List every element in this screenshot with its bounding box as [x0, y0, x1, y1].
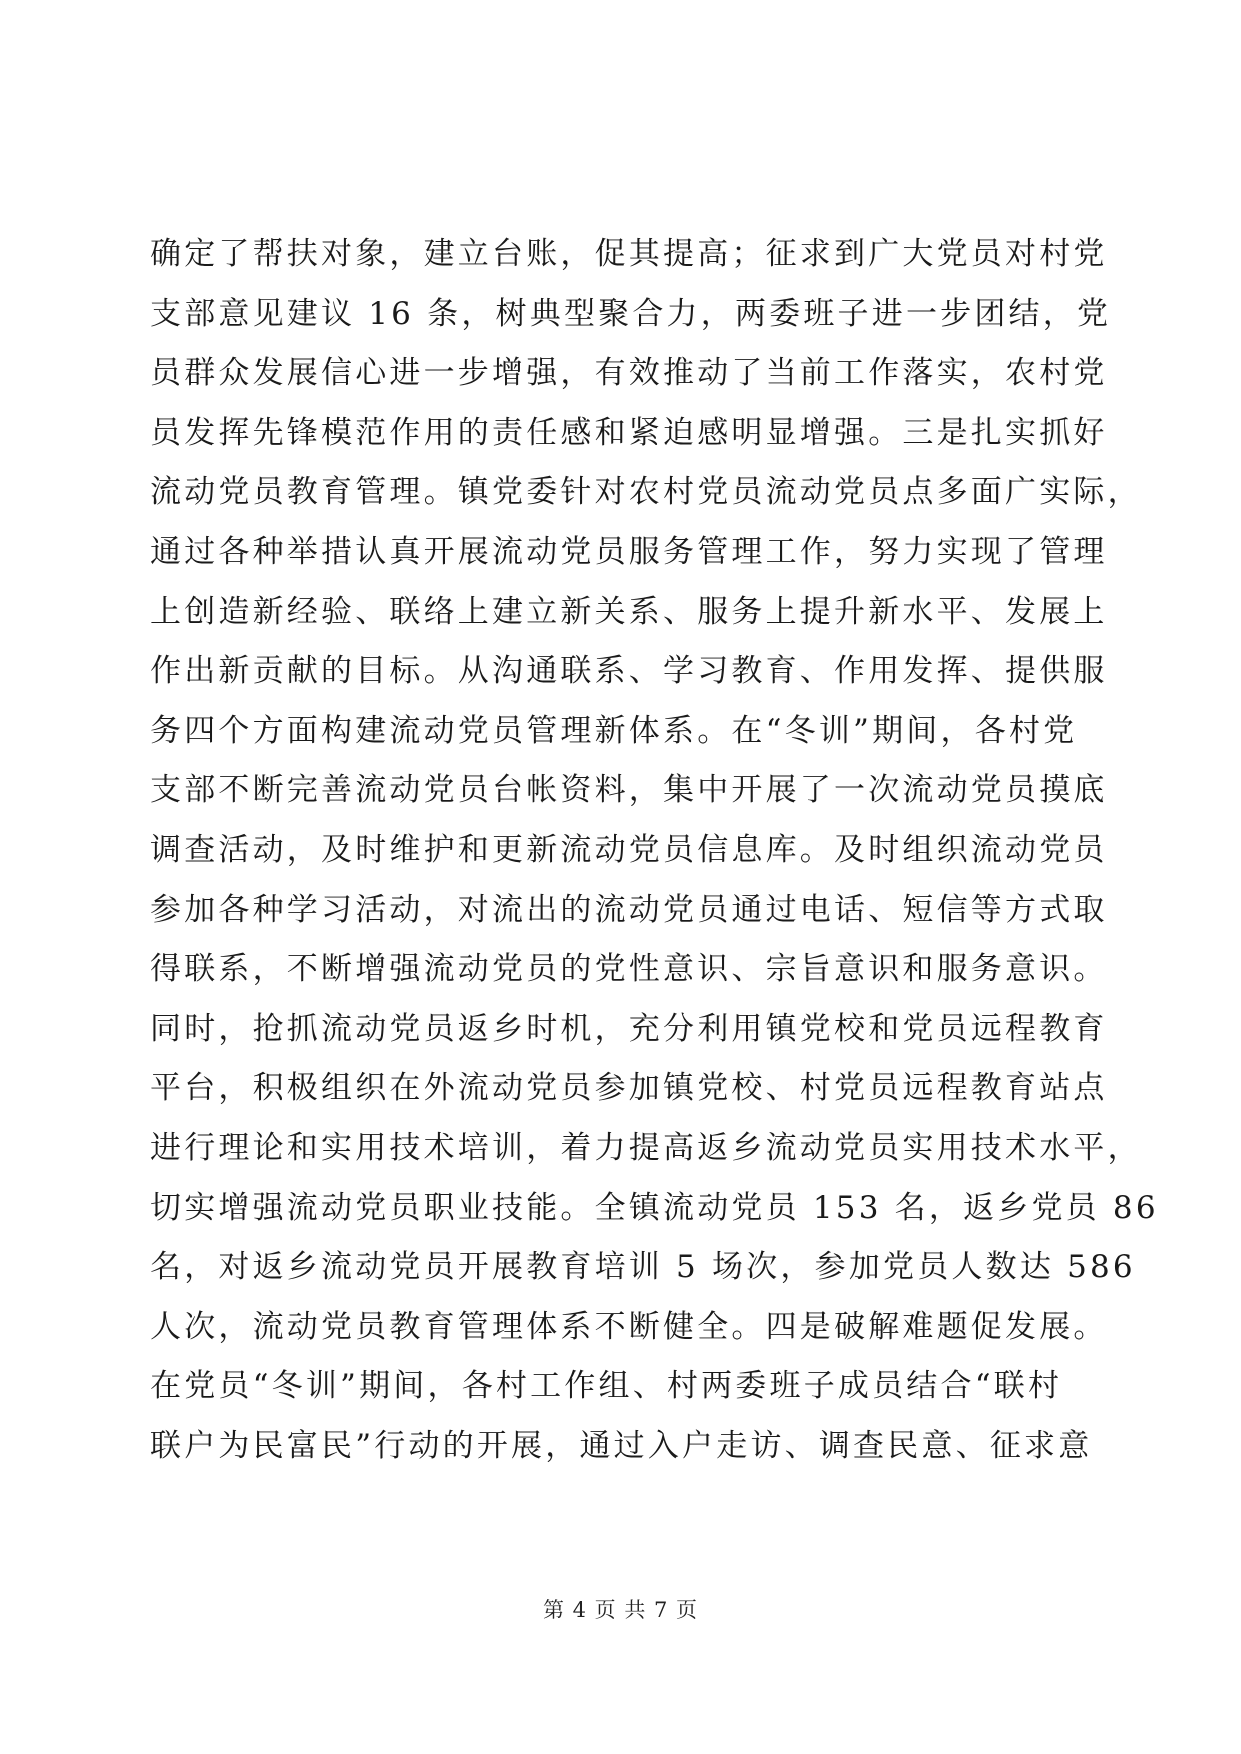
text-line: 支部意见建议 16 条，树典型聚合力，两委班子进一步团结，党 — [150, 295, 1112, 332]
body-text — [150, 225, 1159, 1476]
text-line: 进行理论和实用技术培训，着力提高返乡流动党员实用技术水平， — [150, 1129, 1142, 1166]
text-line: 人次，流动党员教育管理体系不断健全。四是破解难题促发展。 — [150, 1308, 1108, 1345]
text-line: 调查活动，及时维护和更新流动党员信息库。及时组织流动党员 — [150, 831, 1108, 868]
page-footer — [0, 1594, 1241, 1624]
text-line: 流动党员教育管理。镇党委针对农村党员流动党员点多面广实际， — [150, 474, 1142, 511]
text-line: 作出新贡献的目标。从沟通联系、学习教育、作用发挥、提供服 — [150, 653, 1108, 690]
page-number: 第 4 页 共 7 页 — [542, 1598, 699, 1622]
text-line: 联户为民富民”行动的开展，通过入户走访、调查民意、征求意 — [150, 1427, 1093, 1464]
text-line: 在党员“冬训”期间，各村工作组、村两委班子成员结合“联村 — [150, 1368, 1063, 1405]
text-line: 平台，积极组织在外流动党员参加镇党校、村党员远程教育站点 — [150, 1070, 1108, 1107]
text-line: 员发挥先锋模范作用的责任感和紧迫感明显增强。三是扎实抓好 — [150, 414, 1108, 451]
text-line: 确定了帮扶对象，建立台账，促其提高；征求到广大党员对村党 — [150, 236, 1108, 272]
text-line: 参加各种学习活动，对流出的流动党员通过电话、短信等方式取 — [150, 891, 1108, 928]
text-line: 通过各种举措认真开展流动党员服务管理工作，努力实现了管理 — [150, 533, 1108, 570]
text-line: 同时，抢抓流动党员返乡时机，充分利用镇党校和党员远程教育 — [150, 1010, 1108, 1047]
text-line: 切实增强流动党员职业技能。全镇流动党员 153 名，返乡党员 86 — [150, 1189, 1159, 1226]
text-line: 名，对返乡流动党员开展教育培训 5 场次，参加党员人数达 586 — [150, 1249, 1136, 1286]
text-line: 支部不断完善流动党员台帐资料，集中开展了一次流动党员摸底 — [150, 772, 1108, 809]
text-line: 上创造新经验、联络上建立新关系、服务上提升新水平、发展上 — [150, 593, 1108, 630]
text-line: 得联系，不断增强流动党员的党性意识、宗旨意识和服务意识。 — [150, 951, 1108, 988]
text-line: 务四个方面构建流动党员管理新体系。在“冬训”期间，各村党 — [150, 712, 1078, 749]
text-line: 员群众发展信心进一步增强，有效推动了当前工作落实，农村党 — [150, 355, 1108, 392]
